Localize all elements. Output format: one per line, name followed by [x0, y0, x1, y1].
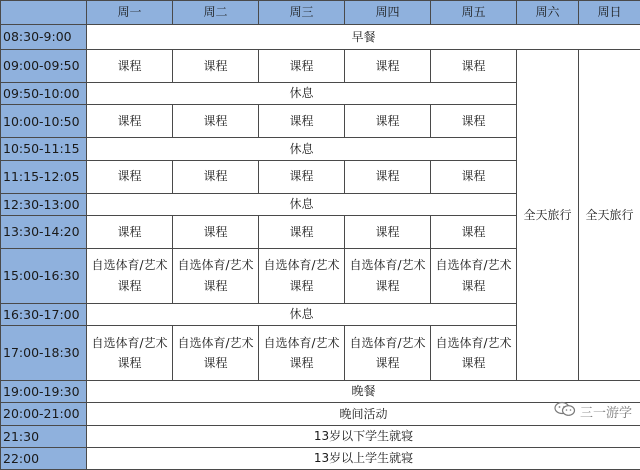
- time-cell: 21:30: [1, 425, 87, 447]
- course-cell: 课程: [259, 105, 345, 138]
- time-cell: 09:50-10:00: [1, 83, 87, 105]
- course-cell: 课程: [87, 215, 173, 248]
- time-cell: 17:00-18:30: [1, 326, 87, 381]
- course-cell: 课程: [345, 160, 431, 193]
- course-cell: 课程: [173, 215, 259, 248]
- day-header-mon: 周一: [87, 1, 173, 25]
- course-cell: 课程: [173, 160, 259, 193]
- elective-cell: 自选体育/艺术课程: [259, 326, 345, 381]
- course-cell: 课程: [87, 160, 173, 193]
- course-cell: 课程: [431, 160, 517, 193]
- breakfast-cell: 早餐: [87, 25, 640, 50]
- elective-cell: 自选体育/艺术课程: [431, 248, 517, 303]
- time-cell: 20:00-21:00: [1, 403, 87, 425]
- elective-cell: 自选体育/艺术课程: [173, 326, 259, 381]
- header-row: [1, 1, 640, 25]
- table-row: [1, 403, 640, 425]
- course-cell: 课程: [259, 50, 345, 83]
- course-cell: 课程: [87, 105, 173, 138]
- day-header-tue: 周二: [173, 1, 259, 25]
- corner-cell: [1, 1, 87, 25]
- time-cell: 12:30-13:00: [1, 193, 87, 215]
- table-row: [1, 25, 640, 50]
- course-cell: 课程: [431, 50, 517, 83]
- elective-cell: 自选体育/艺术课程: [259, 248, 345, 303]
- time-cell: 10:00-10:50: [1, 105, 87, 138]
- elective-cell: 自选体育/艺术课程: [87, 326, 173, 381]
- time-cell: 08:30-9:00: [1, 25, 87, 50]
- day-header-wed: 周三: [259, 1, 345, 25]
- time-cell: 10:50-11:15: [1, 138, 87, 160]
- break-cell: 休息: [87, 138, 517, 160]
- day-header-sun: 周日: [579, 1, 640, 25]
- day-header-sat: 周六: [517, 1, 579, 25]
- time-cell: 22:00: [1, 447, 87, 469]
- table-row: [1, 50, 640, 83]
- wechat-icon: [554, 401, 576, 421]
- day-header-fri: 周五: [431, 1, 517, 25]
- elective-cell: 自选体育/艺术课程: [345, 326, 431, 381]
- evening-activity-cell: 晚间活动: [87, 403, 640, 425]
- day-header-thu: 周四: [345, 1, 431, 25]
- time-cell: 15:00-16:30: [1, 248, 87, 303]
- time-cell: 11:15-12:05: [1, 160, 87, 193]
- elective-cell: 自选体育/艺术课程: [431, 326, 517, 381]
- table-row: [1, 425, 640, 447]
- break-cell: 休息: [87, 193, 517, 215]
- time-cell: 16:30-17:00: [1, 303, 87, 325]
- dinner-cell: 晚餐: [87, 381, 640, 403]
- table-row: [1, 381, 640, 403]
- watermark-text: 三一游学: [580, 402, 632, 421]
- break-cell: 休息: [87, 83, 517, 105]
- course-cell: 课程: [259, 215, 345, 248]
- time-cell: 19:00-19:30: [1, 381, 87, 403]
- course-cell: 课程: [431, 105, 517, 138]
- course-cell: 课程: [173, 50, 259, 83]
- course-cell: 课程: [345, 105, 431, 138]
- time-cell: 13:30-14:20: [1, 215, 87, 248]
- elective-cell: 自选体育/艺术课程: [87, 248, 173, 303]
- course-cell: 课程: [345, 50, 431, 83]
- course-cell: 课程: [173, 105, 259, 138]
- course-cell: 课程: [345, 215, 431, 248]
- bedtime-under-13-cell: 13岁以下学生就寝: [87, 425, 640, 447]
- course-cell: 课程: [259, 160, 345, 193]
- elective-cell: 自选体育/艺术课程: [345, 248, 431, 303]
- watermark: [554, 401, 632, 421]
- bedtime-over-13-cell: 13岁以上学生就寝: [87, 447, 640, 469]
- saturday-trip-cell: 全天旅行: [517, 50, 579, 381]
- course-cell: 课程: [431, 215, 517, 248]
- time-cell: 09:00-09:50: [1, 50, 87, 83]
- elective-cell: 自选体育/艺术课程: [173, 248, 259, 303]
- sunday-trip-cell: 全天旅行: [579, 50, 640, 381]
- course-cell: 课程: [87, 50, 173, 83]
- table-row: [1, 447, 640, 469]
- break-cell: 休息: [87, 303, 517, 325]
